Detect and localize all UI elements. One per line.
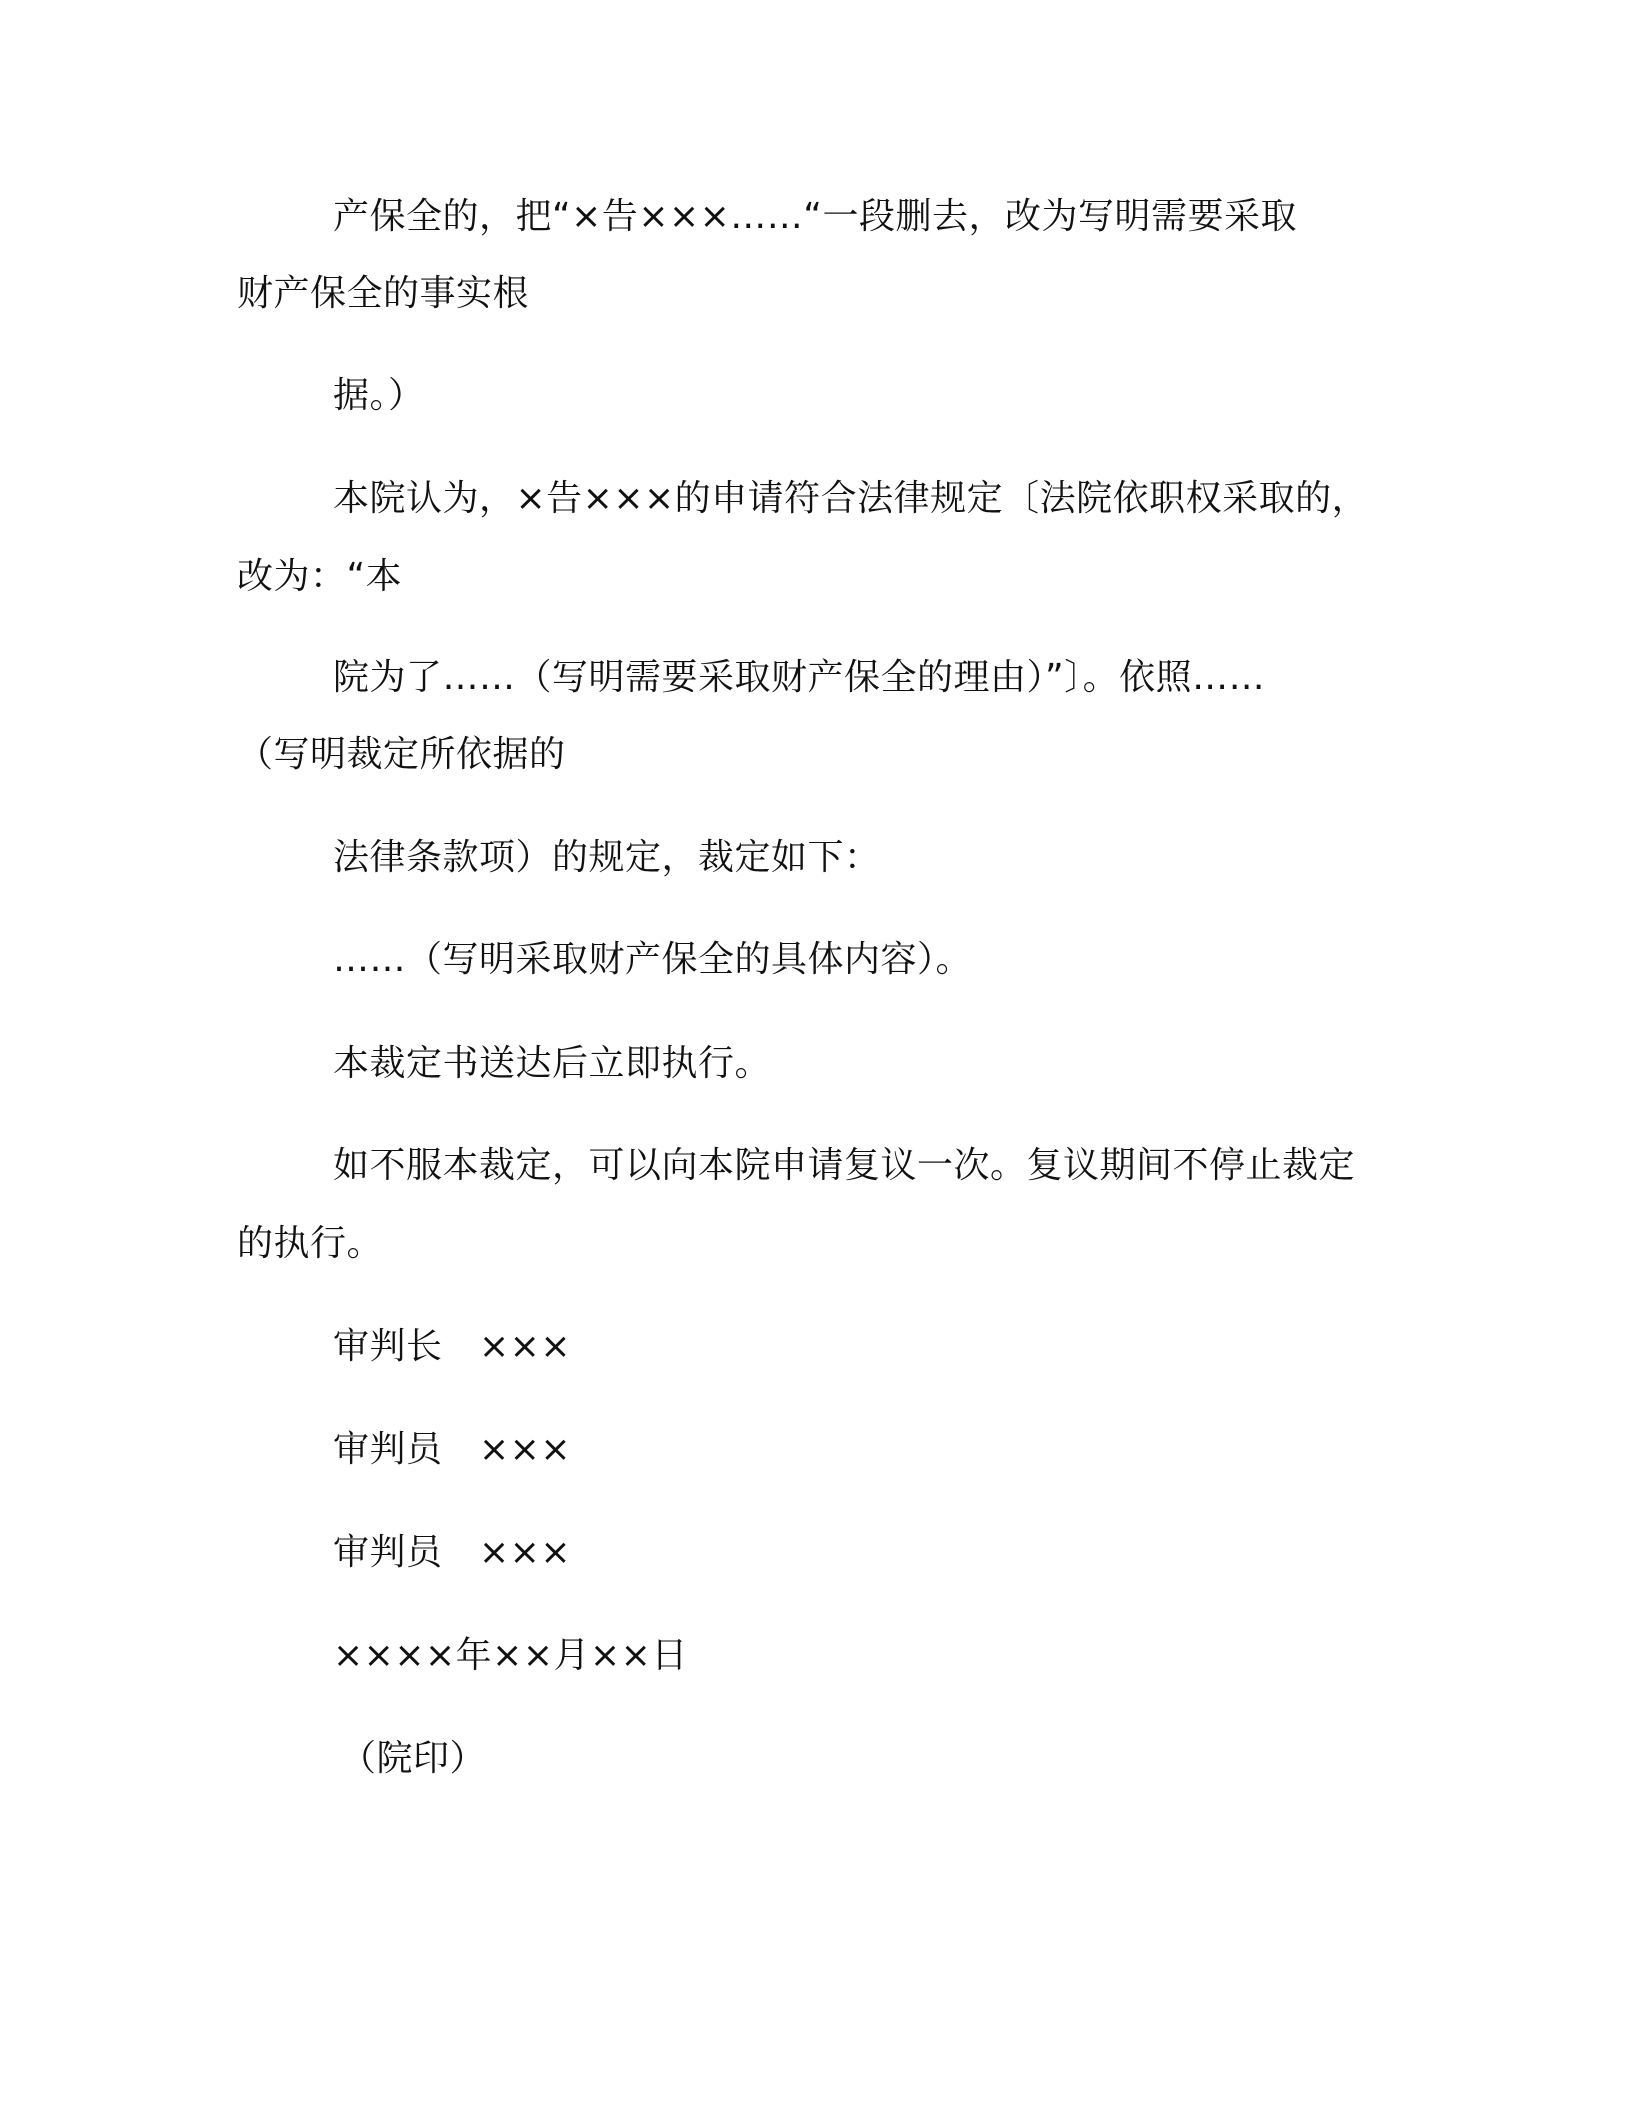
signature-judge: 审判员 ××× (333, 1429, 571, 1470)
paragraph-line: 据。） (333, 375, 425, 416)
signature-judge: 审判员 ××× (333, 1532, 571, 1573)
paragraph-line: 改为：“本 (237, 556, 403, 597)
paragraph-line: （写明裁定所依据的 (237, 734, 566, 775)
paragraph-line: 如不服本裁定，可以向本院申请复议一次。复议期间不停止裁定 (333, 1145, 1356, 1186)
paragraph-line: 本院认为，×告×××的申请符合法律规定〔法院依职权采取的， (333, 478, 1369, 519)
paragraph-line: 的执行。 (237, 1223, 384, 1264)
signature-chief-judge: 审判长 ××× (333, 1326, 571, 1367)
document-date: ××××年××月××日 (333, 1635, 688, 1676)
paragraph-line: 本裁定书送达后立即执行。 (333, 1043, 772, 1084)
paragraph-line: 财产保全的事实根 (237, 273, 530, 314)
paragraph-line: 法律条款项）的规定，裁定如下： (333, 837, 881, 878)
paragraph-line: 院为了……（写明需要采取财产保全的理由）”〕。依照…… (333, 657, 1266, 698)
paragraph-line: ……（写明采取财产保全的具体内容）。 (333, 939, 973, 980)
court-seal-note: （院印） (340, 1738, 487, 1779)
paragraph-line: 产保全的，把“×告×××……“一段删去，改为写明需要采取 (333, 196, 1297, 237)
